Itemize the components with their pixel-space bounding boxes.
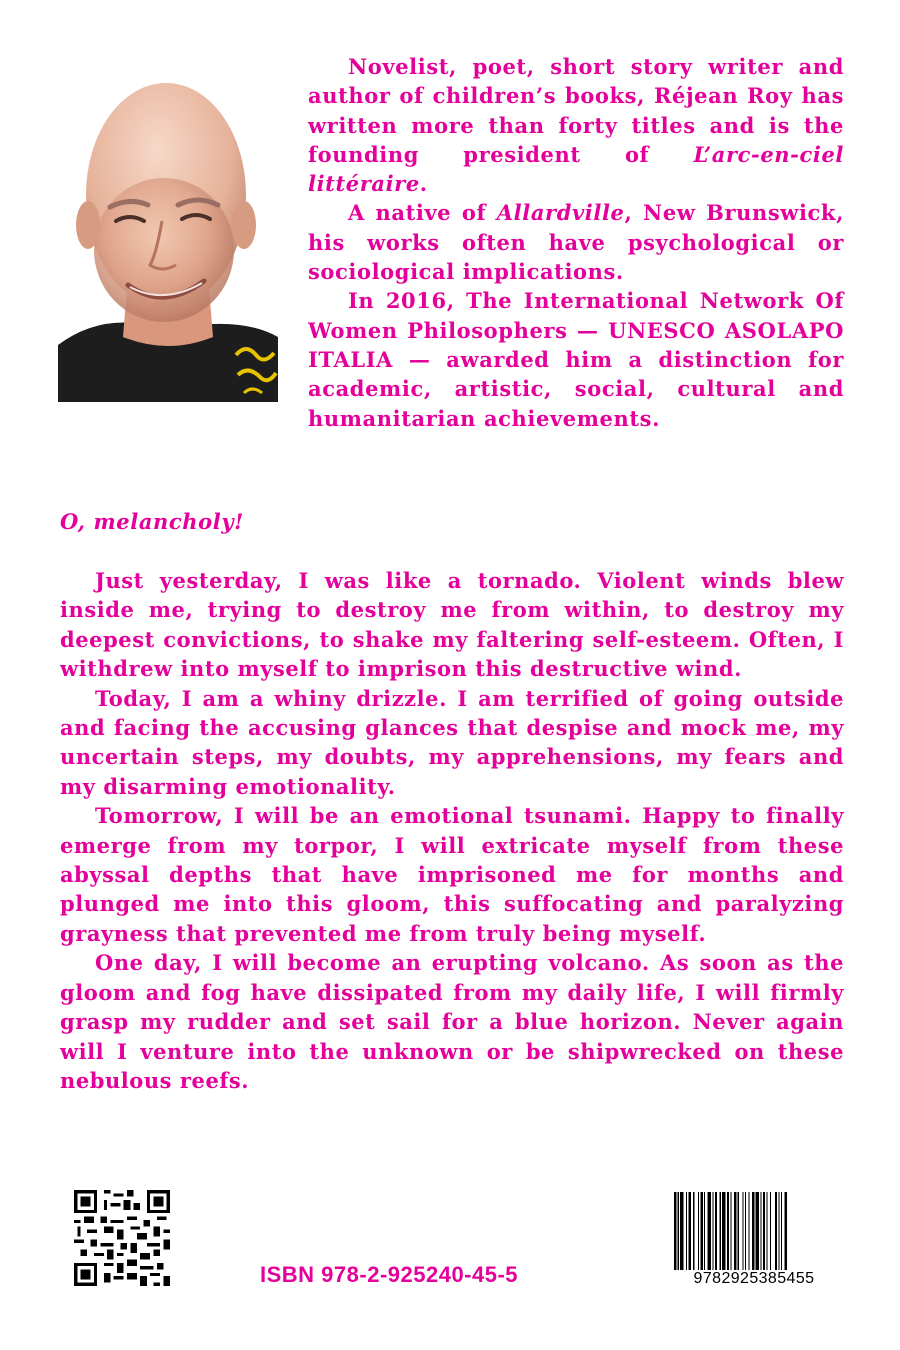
bio-text: Novelist, poet, short story writer and author of children’s books, Réjean Roy has written more than forty titles and is the founding president of [308, 54, 844, 167]
barcode-number: 9782925385455 [672, 1270, 836, 1288]
bio-text: A native of [348, 200, 497, 226]
bio-text: , New Brunswick, his works often have psychological or sociological implications. [308, 200, 844, 285]
story-paragraph: Just yesterday, I was like a tornado. Violent winds blew inside me, trying to destroy me from within, to destroy my deepest convictions, to shake my faltering self-esteem. Often, I withdrew into myself to imprison this destructive wind. [60, 568, 844, 682]
book-subtitle: O, melancholy! [60, 509, 244, 534]
back-cover-text [60, 566, 844, 1095]
qr-code-icon [74, 1190, 170, 1286]
bio-paragraph [308, 52, 844, 198]
story-paragraph: One day, I will become an erupting volcano. As soon as the gloom and fog have dissipated from my daily life, I will firmly grasp my rudder and set sail for a blue horizon. Never again will I venture into the unknown or be shipwrecked on these nebulous reefs. [60, 950, 844, 1093]
story-paragraph: Today, I am a whiny drizzle. I am terrified of going outside and facing the accusing glances that despise and mock me, my uncertain steps, my doubts, my apprehensions, my fears and my disarming emotionality. [60, 685, 844, 799]
author-biography [308, 52, 844, 433]
bio-text: . [419, 171, 428, 197]
bio-paragraph: In 2016, The International Network Of Women Philosophers — UNESCO ASOLAPO ITALIA — awarded him a distinction for academic, artistic, social, cultural and humanitarian achievements. [308, 288, 844, 431]
isbn-label: ISBN 978-2-925240-45-5 [260, 1262, 519, 1287]
story-paragraph: Tomorrow, I will be an emotional tsunami. Happy to finally emerge from my torpor, I will extricate myself from these abyssal depths that have imprisoned me for months and plunged me into this gloom, this suffocating and paralyzing grayness that prevented me from truly being myself. [60, 803, 844, 946]
organization-name: L’arc-en-ciel littéraire [308, 141, 844, 197]
place-name: Allardville [496, 200, 625, 226]
author-photo [58, 75, 278, 402]
bio-paragraph [308, 198, 844, 286]
